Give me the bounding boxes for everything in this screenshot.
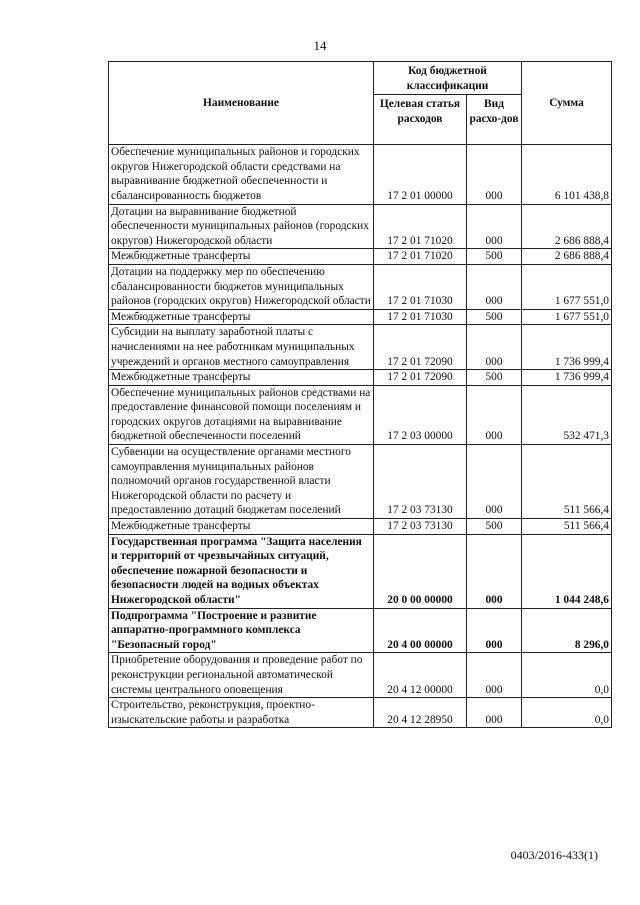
row-target-article: 17 2 03 73130	[374, 445, 467, 519]
row-name: Дотации на выравнивание бюджетной обеспеченности муниципальных районов (городских округов) Нижегородской области	[109, 204, 374, 249]
row-expense-type: 000	[467, 264, 522, 309]
row-target-article: 17 2 01 71020	[374, 204, 467, 249]
table-row	[109, 309, 612, 325]
table-row	[109, 145, 612, 204]
page-number: 14	[313, 38, 327, 53]
row-expense-type: 000	[467, 325, 522, 370]
row-sum: 1 044 248,6	[522, 534, 612, 608]
row-target-article: 20 4 00 00000	[374, 608, 467, 653]
row-expense-type: 500	[467, 370, 522, 386]
table-body	[109, 145, 612, 728]
row-expense-type: 500	[467, 249, 522, 265]
row-target-article: 17 2 01 71030	[374, 309, 467, 325]
row-name: Приобретение оборудования и проведение работ по реконструкции региональной автоматической системы центрального оповещения	[109, 653, 374, 698]
row-name: Обеспечение муниципальных районов и городских округов Нижегородской области средствами на выравнивание бюджетной обеспеченности и сбалансированность бюджетов	[109, 145, 374, 204]
row-name: Субвенции на осуществление органами местного самоуправления муниципальных районов полномочий органов государственной власти Нижегородской области по расчету и предоставлению дотаций бюджетам поселений	[109, 445, 374, 519]
row-expense-type: 500	[467, 519, 522, 535]
row-expense-type: 000	[467, 445, 522, 519]
header-name: Наименование	[109, 62, 374, 145]
row-sum: 511 566,4	[522, 445, 612, 519]
row-sum: 511 566,4	[522, 519, 612, 535]
row-name: Межбюджетные трансферты	[109, 249, 374, 265]
row-name: Субсидии на выплату заработной платы с начислениями на нее работникам муниципальных учреждений и органов местного самоуправления	[109, 325, 374, 370]
table-row	[109, 445, 612, 519]
row-target-article: 17 2 01 00000	[374, 145, 467, 204]
row-sum: 532 471,3	[522, 385, 612, 444]
row-name: Дотации на поддержку мер по обеспечению сбалансированности бюджетов муниципальных районов (городских округов) Нижегородской области	[109, 264, 374, 309]
row-target-article: 17 2 01 72090	[374, 325, 467, 370]
table-row	[109, 325, 612, 370]
row-name: Межбюджетные трансферты	[109, 519, 374, 535]
table-row	[109, 249, 612, 265]
row-name: Межбюджетные трансферты	[109, 309, 374, 325]
row-target-article: 20 0 00 00000	[374, 534, 467, 608]
table-row	[109, 608, 612, 653]
row-sum: 0,0	[522, 698, 612, 728]
row-name: Межбюджетные трансферты	[109, 370, 374, 386]
row-expense-type: 000	[467, 385, 522, 444]
table-row	[109, 698, 612, 728]
table-row	[109, 204, 612, 249]
row-sum: 2 686 888,4	[522, 204, 612, 249]
row-sum: 1 677 551,0	[522, 309, 612, 325]
row-sum: 6 101 438,8	[522, 145, 612, 204]
row-sum: 1 736 999,4	[522, 325, 612, 370]
table-row	[109, 534, 612, 608]
row-expense-type: 500	[467, 309, 522, 325]
row-sum: 0,0	[522, 653, 612, 698]
row-target-article: 17 2 03 00000	[374, 385, 467, 444]
row-target-article: 17 2 01 71020	[374, 249, 467, 265]
row-sum: 1 677 551,0	[522, 264, 612, 309]
row-expense-type: 000	[467, 204, 522, 249]
table-row	[109, 370, 612, 386]
row-expense-type: 000	[467, 145, 522, 204]
document-code: 0403/2016-433(1)	[510, 848, 598, 862]
row-expense-type: 000	[467, 608, 522, 653]
row-name: Подпрограмма "Построение и развитие аппаратно-программного комплекса "Безопасный город"	[109, 608, 374, 653]
row-name: Строительство, реконструкция, проектно-изыскательские работы и разработка	[109, 698, 374, 728]
header-sum: Сумма	[522, 62, 612, 145]
header-target-article: Целевая статья расходов	[374, 95, 467, 145]
row-sum: 2 686 888,4	[522, 249, 612, 265]
table-row	[109, 264, 612, 309]
header-expense-type: Вид расхо-дов	[467, 95, 522, 145]
row-expense-type: 000	[467, 653, 522, 698]
row-name: Государственная программа "Защита населения и территорий от чрезвычайных ситуаций, обеспечение пожарной безопасности и безопасности людей на водных объектах Нижегородской области"	[109, 534, 374, 608]
table-row	[109, 385, 612, 444]
header-budget-code: Код бюджетной классификации	[374, 62, 522, 95]
row-name: Обеспечение муниципальных районов средствами на предоставление финансовой помощи поселениям и городских округов дотациями на выравнивание бюджетной обеспеченности поселений	[109, 385, 374, 444]
row-sum: 8 296,0	[522, 608, 612, 653]
row-target-article: 17 2 01 71030	[374, 264, 467, 309]
row-target-article: 20 4 12 28950	[374, 698, 467, 728]
table-row	[109, 519, 612, 535]
row-target-article: 20 4 12 00000	[374, 653, 467, 698]
table-row	[109, 653, 612, 698]
budget-table	[108, 61, 612, 728]
row-expense-type: 000	[467, 698, 522, 728]
row-sum: 1 736 999,4	[522, 370, 612, 386]
row-target-article: 17 2 03 73130	[374, 519, 467, 535]
row-target-article: 17 2 01 72090	[374, 370, 467, 386]
row-expense-type: 000	[467, 534, 522, 608]
